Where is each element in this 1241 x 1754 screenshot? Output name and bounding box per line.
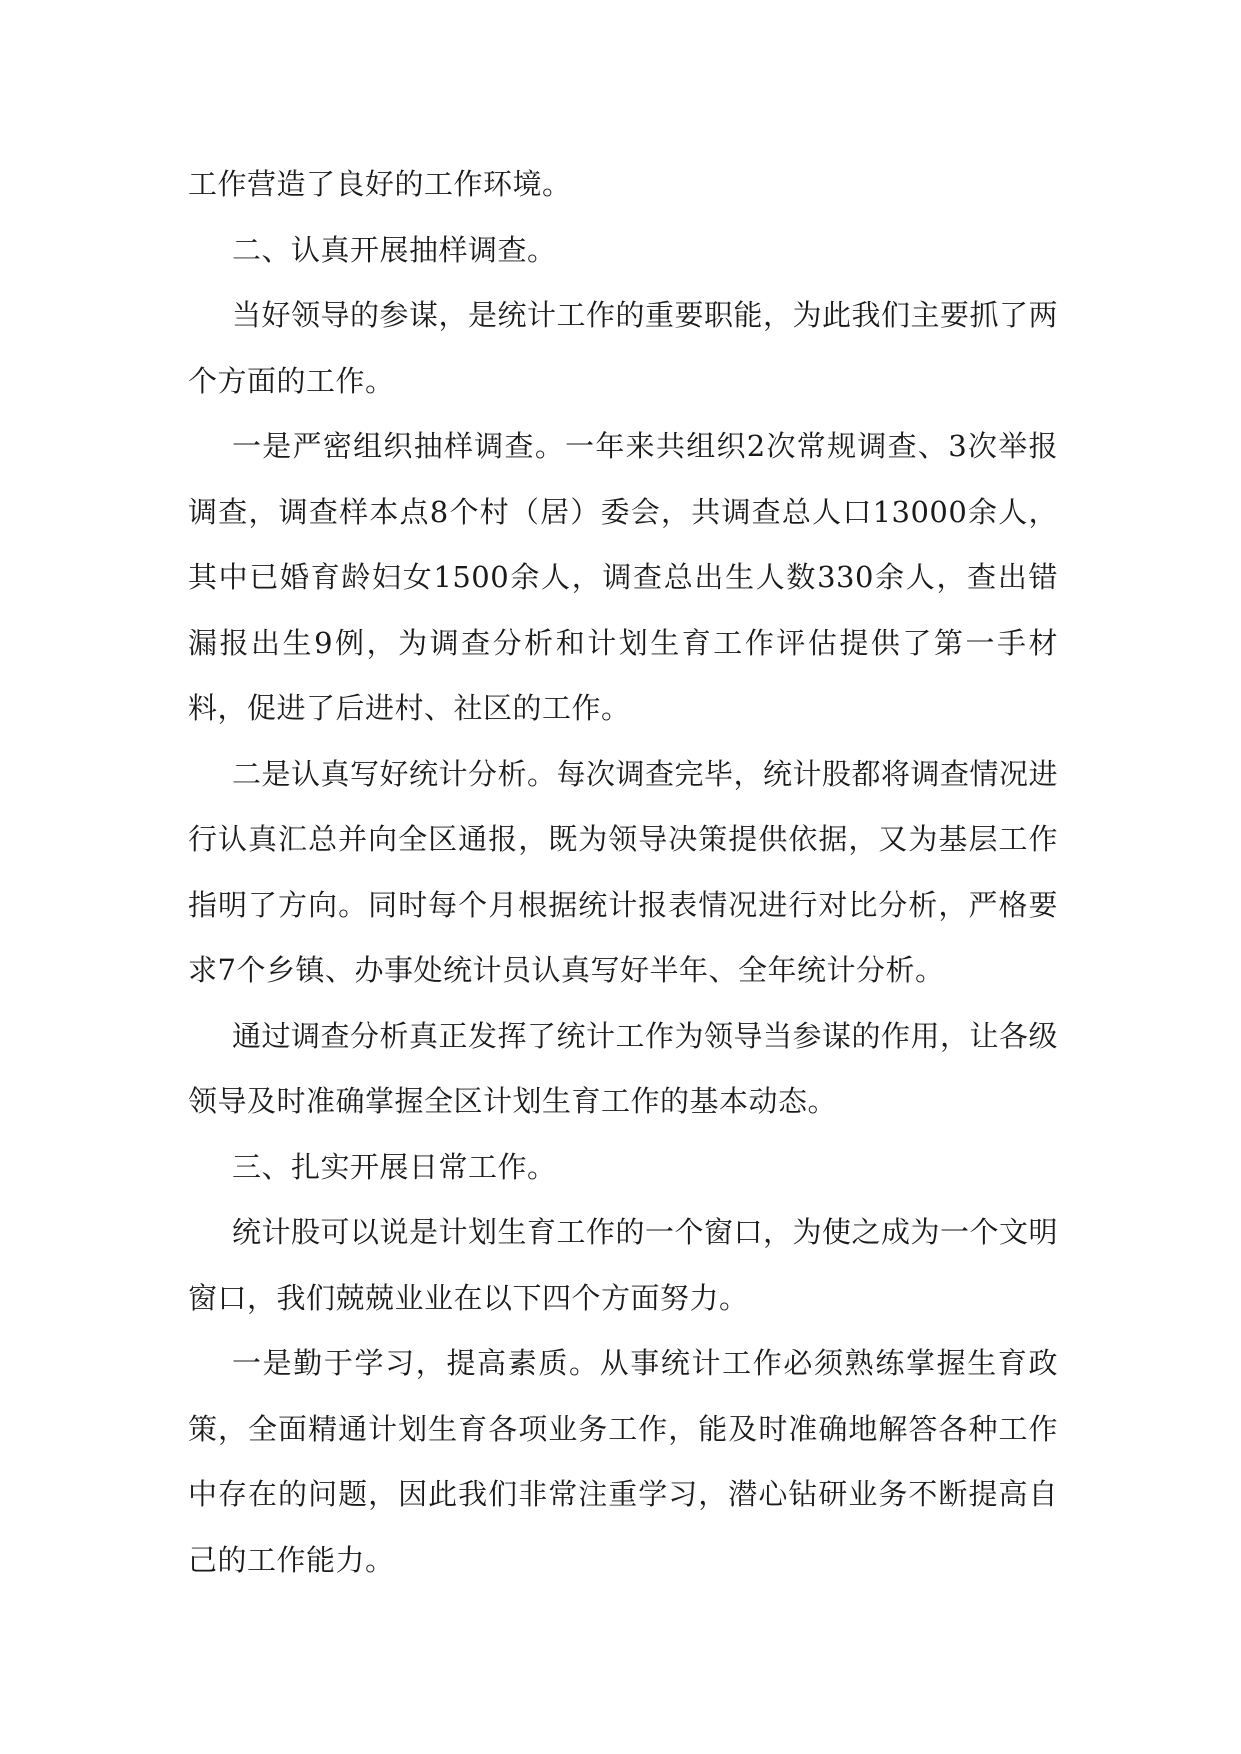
- document-body: [188, 152, 1058, 1593]
- paragraph-4: 一是严密组织抽样调查。一年来共组织2次常规调查、3次举报调查，调查样本点8个村（居）委会，共调查总人口13000余人，其中已婚育龄妇女1500余人，调查总出生人数330余人，查出错漏报出生9例，为调查分析和计划生育工作评估提供了第一手材料，促进了后进村、社区的工作。: [188, 429, 1058, 725]
- paragraph-3: 当好领导的参谋，是统计工作的重要职能，为此我们主要抓了两个方面的工作。: [188, 298, 1059, 398]
- paragraph-9: 一是勤于学习，提高素质。从事统计工作必须熟练掌握生育政策，全面精通计划生育各项业务工作，能及时准确地解答各种工作中存在的问题，因此我们非常注重学习，潜心钻研业务不断提高自己的工作能力。: [188, 1346, 1058, 1577]
- paragraph-1: 工作营造了良好的工作环境。: [188, 167, 572, 201]
- paragraph-8: 统计股可以说是计划生育工作的一个窗口，为使之成为一个文明窗口，我们兢兢业业在以下四个方面努力。: [188, 1215, 1059, 1315]
- section-heading-3: 三、扎实开展日常工作。: [232, 1149, 557, 1184]
- section-heading-2: 二、认真开展抽样调查。: [232, 232, 557, 267]
- paragraph-5: 二是认真写好统计分析。每次调查完毕，统计股都将调查情况进行认真汇总并向全区通报，既为领导决策提供依据，又为基层工作指明了方向。同时每个月根据统计报表情况进行对比分析，严格要求7个乡镇、办事处统计员认真写好半年、全年统计分析。: [188, 756, 1059, 987]
- paragraph-6: 通过调查分析真正发挥了统计工作为领导当参谋的作用，让各级领导及时准确掌握全区计划生育工作的基本动态。: [188, 1018, 1059, 1118]
